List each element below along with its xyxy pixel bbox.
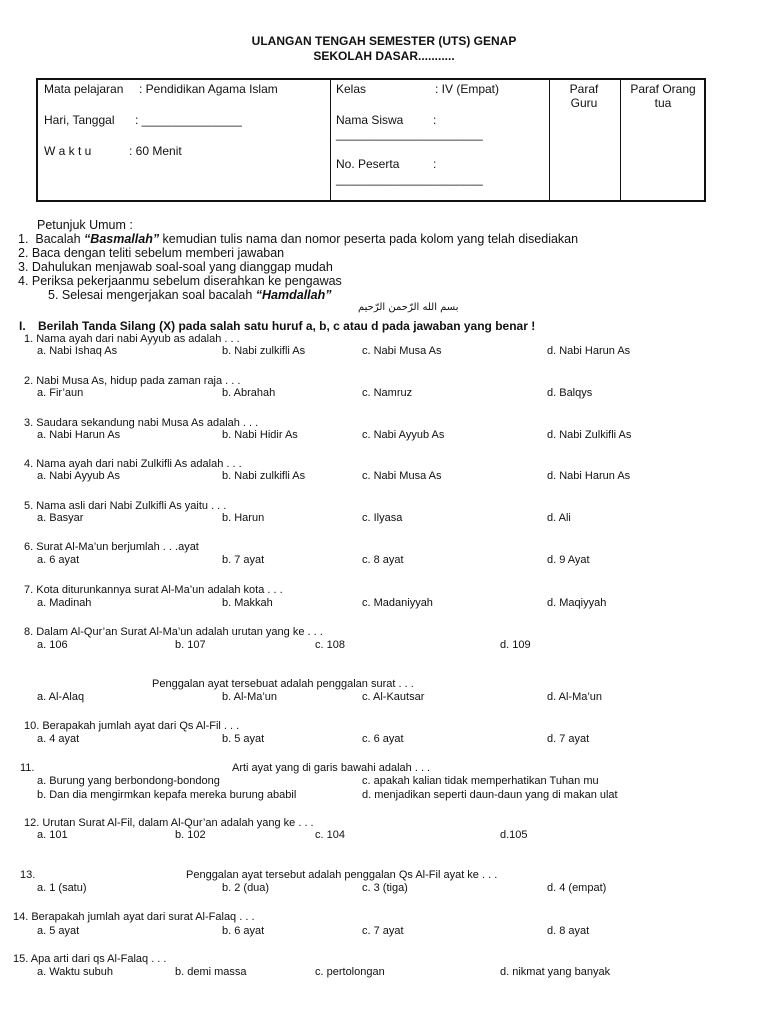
q2-option-b: b. Abrahah (222, 387, 276, 399)
question-5: 5. Nama asli dari Nabi Zulkifli As yaitu . . . (24, 500, 227, 512)
q3-option-a: a. Nabi Harun As (37, 429, 121, 441)
q12-option-a: a. 101 (37, 829, 68, 841)
q3-option-c: c. Nabi Ayyub As (362, 429, 445, 441)
subject-label: Mata pelajaran (44, 82, 124, 96)
q7-option-b: b. Makkah (222, 597, 273, 609)
question-3: 3. Saudara sekandung nabi Musa As adalah . . . (24, 417, 259, 429)
q1-option-b: b. Nabi zulkifli As (222, 345, 306, 357)
question-12: 12. Urutan Surat Al-Fil, dalam Al-Qur’an adalah yang ke . . . (24, 817, 314, 829)
teacher-sign-label-2: Guru (570, 96, 598, 110)
question-7: 7. Kota diturunkannya surat Al-Ma’un adalah kota . . . (24, 584, 283, 596)
q14-option-d: d. 8 ayat (547, 925, 590, 937)
participant-number-line: ______________________ (336, 172, 483, 186)
q11-option-b: b. Dan dia mengirmkan kepafa mereka burung ababil (37, 789, 297, 801)
student-name-line: ______________________ (336, 127, 483, 141)
q3-option-d: d. Nabi Zulkifli As (547, 429, 632, 441)
q9-option-d: d. Al-Ma’un (547, 691, 603, 703)
q15-option-c: c. pertolongan (315, 966, 385, 978)
question-11-number: 11. (20, 762, 35, 774)
q14-option-c: c. 7 ayat (362, 925, 404, 937)
q6-option-a: a. 6 ayat (37, 554, 80, 566)
participant-number-label: No. Peserta (336, 157, 400, 171)
instructions-heading: Petunjuk Umum : (37, 218, 133, 232)
student-name-label: Nama Siswa (336, 113, 404, 127)
q7-option-c: c. Madaniyyah (362, 597, 433, 609)
q4-option-d: d. Nabi Harun As (547, 470, 631, 482)
q13-option-a: a. 1 (satu) (37, 882, 87, 894)
question-15: 15. Apa arti dari qs Al-Falaq . . . (13, 953, 167, 965)
q9-option-c: c. Al-Kautsar (362, 691, 425, 703)
q9-option-b: b. Al-Ma’un (222, 691, 278, 703)
q6-option-c: c. 8 ayat (362, 554, 404, 566)
q15-option-b: b. demi massa (175, 966, 247, 978)
q5-option-c: c. Ilyasa (362, 512, 403, 524)
q4-option-b: b. Nabi zulkifli As (222, 470, 306, 482)
subject-value: : Pendidikan Agama Islam (139, 82, 278, 96)
q12-option-c: c. 104 (315, 829, 345, 841)
q4-option-c: c. Nabi Musa As (362, 470, 442, 482)
q6-option-b: b. 7 ayat (222, 554, 265, 566)
date-label: Hari, Tanggal (44, 113, 115, 127)
q11-option-c: c. apakah kalian tidak memperhatikan Tuhan mu (362, 775, 599, 787)
question-10: 10. Berapakah jumlah ayat dari Qs Al-Fil . . . (24, 720, 240, 732)
q1-option-c: c. Nabi Musa As (362, 345, 442, 357)
parent-sign-label-2: tua (654, 96, 672, 110)
q2-option-d: d. Balqys (547, 387, 593, 399)
date-value: : _______________ (135, 113, 242, 127)
q8-option-c: c. 108 (315, 639, 345, 651)
q15-option-d: d. nikmat yang banyak (500, 966, 611, 978)
instruction-2: 2. Baca dengan teliti sebelum memberi jawaban (18, 246, 285, 260)
q14-option-a: a. 5 ayat (37, 925, 80, 937)
section-instruction: Berilah Tanda Silang (X) pada salah satu huruf a, b, c atau d pada jawaban yang benar ! (38, 319, 536, 333)
question-11: Arti ayat yang di garis bawahi adalah . . . (232, 762, 431, 774)
q2-option-a: a. Fir’aun (37, 387, 84, 399)
teacher-sign-label-1: Paraf (569, 82, 599, 96)
q7-option-a: a. Madinah (37, 597, 92, 609)
time-label: W a k t u (44, 144, 92, 158)
q1-option-a: a. Nabi Ishaq As (37, 345, 118, 357)
document-title: ULANGAN TENGAH SEMESTER (UTS) GENAP (251, 34, 517, 48)
q3-option-b: b. Nabi Hidir As (222, 429, 298, 441)
question-4: 4. Nama ayah dari nabi Zulkifli As adalah . . . (24, 458, 242, 470)
q13-option-b: b. 2 (dua) (222, 882, 270, 894)
q6-option-d: d. 9 Ayat (547, 554, 590, 566)
q13-option-c: c. 3 (tiga) (362, 882, 408, 894)
q11-option-d: d. menjadikan seperti daun-daun yang di makan ulat (362, 789, 618, 801)
q12-option-d: d.105 (500, 829, 528, 841)
document-subtitle: SEKOLAH DASAR........... (313, 49, 455, 63)
q8-option-a: a. 106 (37, 639, 68, 651)
class-value: : IV (Empat) (435, 82, 500, 96)
q15-option-a: a. Waktu subuh (37, 966, 114, 978)
q10-option-b: b. 5 ayat (222, 733, 265, 745)
question-14: 14. Berapakah jumlah ayat dari surat Al-Falaq . . . (13, 911, 255, 923)
q8-option-d: d. 109 (500, 639, 531, 651)
q5-option-b: b. Harun (222, 512, 265, 524)
q14-option-b: b. 6 ayat (222, 925, 265, 937)
basmalah-text: بسم الله الرّحمن الرّحيم (358, 302, 459, 313)
q7-option-d: d. Maqiyyah (547, 597, 607, 609)
q2-option-c: c. Namruz (362, 387, 413, 399)
question-13-number: 13. (20, 869, 36, 881)
question-1: 1. Nama ayah dari nabi Ayyub as adalah . . . (24, 333, 240, 345)
question-8: 8. Dalam Al-Qur’an Surat Al-Ma’un adalah urutan yang ke . . . (24, 626, 323, 638)
instruction-5: 5. Selesai mengerjakan soal bacalah “Hamdallah” (48, 288, 332, 302)
q4-option-a: a. Nabi Ayyub As (37, 470, 120, 482)
q1-option-d: d. Nabi Harun As (547, 345, 631, 357)
question-9: Penggalan ayat tersebuat adalah penggalan surat . . . (152, 678, 414, 690)
instruction-4: 4. Periksa pekerjaanmu sebelum diserahkan ke pengawas (18, 274, 342, 288)
parent-sign-label-1: Paraf Orang (630, 82, 696, 96)
q10-option-a: a. 4 ayat (37, 733, 80, 745)
q5-option-d: d. Ali (547, 512, 571, 524)
participant-number-colon: : (433, 157, 437, 171)
time-value: : 60 Menit (129, 144, 182, 158)
student-name-colon: : (433, 113, 437, 127)
question-2: 2. Nabi Musa As, hidup pada zaman raja . . . (24, 375, 241, 387)
q11-option-a: a. Burung yang berbondong-bondong (37, 775, 220, 787)
question-6: 6. Surat Al-Ma’un berjumlah . . .ayat (24, 541, 199, 553)
q13-option-d: d. 4 (empat) (547, 882, 607, 894)
q10-option-d: d. 7 ayat (547, 733, 590, 745)
instruction-3: 3. Dahulukan menjawab soal-soal yang dianggap mudah (18, 260, 333, 274)
q8-option-b: b. 107 (175, 639, 206, 651)
question-13: Penggalan ayat tersebut adalah penggalan Qs Al-Fil ayat ke . . . (186, 869, 498, 881)
q12-option-b: b. 102 (175, 829, 206, 841)
instruction-1: 1. Bacalah “Basmallah” kemudian tulis nama dan nomor peserta pada kolom yang telah disediakan (18, 232, 579, 246)
class-label: Kelas (336, 82, 367, 96)
section-number: I. (19, 319, 26, 333)
q5-option-a: a. Basyar (37, 512, 84, 524)
q9-option-a: a. Al-Alaq (37, 691, 85, 703)
q10-option-c: c. 6 ayat (362, 733, 404, 745)
